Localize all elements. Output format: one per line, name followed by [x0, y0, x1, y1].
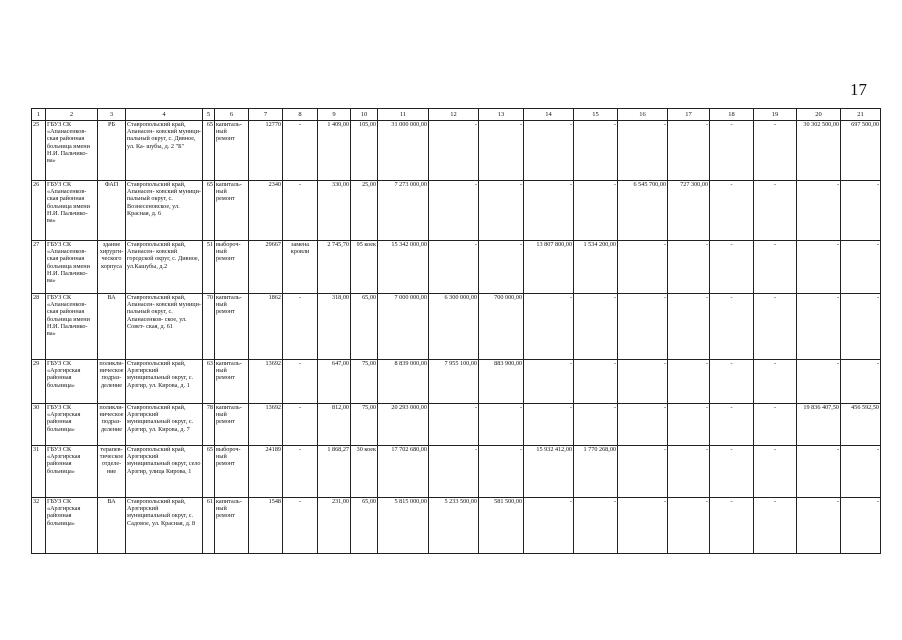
table-cell: ФАП — [98, 181, 126, 241]
table-cell: 30 коек — [351, 446, 378, 498]
table-cell: - — [841, 446, 881, 498]
table-cell: поликли- ническое подраз- деление — [98, 404, 126, 446]
table-cell: ГБУЗ СК «Арзгирская районная больница» — [46, 446, 98, 498]
table-cell: - — [283, 498, 318, 554]
table-cell: капиталь- ный ремонт — [215, 404, 249, 446]
table-cell: - — [797, 294, 841, 360]
table-cell: Ставропольский край, Апанасен- ковский городской округ, с. Дивное, ул.Кашубы, д.2 — [126, 241, 203, 294]
table-cell: 581 500,00 — [479, 498, 524, 554]
table-cell: ГБУЗ СК «Апанасенков- ская районная больница имени Н.И. Пальчико- ва» — [46, 181, 98, 241]
table-cell: 31 000 000,00 — [378, 121, 429, 181]
table-cell: 1 770 268,00 — [574, 446, 618, 498]
table-cell: - — [574, 181, 618, 241]
table-cell: капиталь- ный ремонт — [215, 181, 249, 241]
table-cell: - — [574, 498, 618, 554]
table-cell: 65 — [203, 446, 215, 498]
table-cell: - — [429, 404, 479, 446]
table-cell: - — [429, 181, 479, 241]
table-cell: - — [524, 360, 574, 404]
table-cell: капиталь- ный ремонт — [215, 121, 249, 181]
table-cell: капиталь- ный ремонт — [215, 360, 249, 404]
table-cell: 32 — [32, 498, 46, 554]
table-cell: Ставропольский край, Апанасен- ковский муници- пальный округ, с. Апанасенков- ское, ул. Совет- ская, д. 61 — [126, 294, 203, 360]
table-cell: Ставропольский край, Арзгирский муниципальный округ, с. Арзгир, ул. Кирова, д. 7 — [126, 404, 203, 446]
table-row — [32, 181, 881, 241]
table-row — [32, 446, 881, 498]
table-cell: РБ — [98, 121, 126, 181]
table-cell: 20 293 000,00 — [378, 404, 429, 446]
table-cell: 61 — [203, 498, 215, 554]
column-header: 3 — [98, 109, 126, 121]
table-cell: - — [710, 181, 754, 241]
table-cell: - — [754, 181, 797, 241]
table-cell: - — [479, 446, 524, 498]
table-cell: выбороч- ный ремонт — [215, 241, 249, 294]
table-cell: - — [797, 446, 841, 498]
table-cell: - — [618, 360, 668, 404]
table-cell: 28 — [32, 294, 46, 360]
table-row — [32, 121, 881, 181]
table-row — [32, 360, 881, 404]
column-header: 6 — [215, 109, 249, 121]
table-cell: ГБУЗ СК «Апанасенков- ская районная больница имени Н.И. Пальчико- ва» — [46, 241, 98, 294]
table-cell: 6 300 000,00 — [429, 294, 479, 360]
table-cell: - — [710, 294, 754, 360]
column-header: 12 — [429, 109, 479, 121]
table-cell: - — [754, 446, 797, 498]
table-cell: - — [574, 294, 618, 360]
table-cell: 8 839 000,00 — [378, 360, 429, 404]
table-cell: - — [283, 121, 318, 181]
table-cell: ГБУЗ СК «Арзгирская районная больница» — [46, 498, 98, 554]
table-cell: 7 273 000,00 — [378, 181, 429, 241]
table-cell: 30 — [32, 404, 46, 446]
table-cell: 330,00 — [318, 181, 351, 241]
table-cell: терапев- тическое отделе- ние — [98, 446, 126, 498]
table-cell: - — [283, 404, 318, 446]
column-header: 10 — [351, 109, 378, 121]
table-cell: 17 702 680,00 — [378, 446, 429, 498]
table-cell: - — [710, 121, 754, 181]
table-cell: - — [618, 121, 668, 181]
table-cell: 697 500,00 — [841, 121, 881, 181]
table-cell: - — [524, 121, 574, 181]
table-cell: 13 807 800,00 — [524, 241, 574, 294]
table-cell: - — [574, 121, 618, 181]
table-cell: 12770 — [249, 121, 283, 181]
column-header: 16 — [618, 109, 668, 121]
table-cell: - — [429, 241, 479, 294]
table-cell: 700 000,00 — [479, 294, 524, 360]
table-cell: 24189 — [249, 446, 283, 498]
table-cell: капиталь- ный ремонт — [215, 294, 249, 360]
table-cell: 883 900,00 — [479, 360, 524, 404]
table-cell: Ставропольский край, Арзгирский муниципальный округ, с. Садовое, ул. Красная, д. 8 — [126, 498, 203, 554]
table-cell: 647,00 — [318, 360, 351, 404]
table-cell: 75,00 — [351, 360, 378, 404]
table-cell: - — [524, 181, 574, 241]
table-cell: 75,00 — [351, 404, 378, 446]
table-cell: ГБУЗ СК «Арзгирская районная больница» — [46, 360, 98, 404]
table-cell: 105,00 — [351, 121, 378, 181]
table-cell: - — [797, 181, 841, 241]
column-header: 5 — [203, 109, 215, 121]
column-header: 2 — [46, 109, 98, 121]
table-cell: 26 — [32, 181, 46, 241]
table-cell: - — [841, 498, 881, 554]
table-cell: - — [668, 446, 710, 498]
column-header: 21 — [841, 109, 881, 121]
table-cell: 25 — [32, 121, 46, 181]
table-cell: - — [668, 241, 710, 294]
table-cell: - — [429, 121, 479, 181]
table-cell: 13692 — [249, 404, 283, 446]
table-cell: - — [710, 404, 754, 446]
table-cell: - — [754, 294, 797, 360]
table-cell: 27 — [32, 241, 46, 294]
table-cell: - — [283, 181, 318, 241]
table-cell: 19 836 407,50 — [797, 404, 841, 446]
table-cell: 727 300,00 — [668, 181, 710, 241]
table-cell: 2 745,70 — [318, 241, 351, 294]
table-cell: - — [841, 181, 881, 241]
table-cell: поликли- ническое подраз- деление — [98, 360, 126, 404]
table-row — [32, 294, 881, 360]
table-cell: - — [754, 498, 797, 554]
table-cell: 65 — [203, 121, 215, 181]
column-header: 18 — [710, 109, 754, 121]
table-cell: - — [754, 121, 797, 181]
table-cell: - — [524, 404, 574, 446]
column-header: 14 — [524, 109, 574, 121]
table-cell: здание хирурги- ческого корпуса — [98, 241, 126, 294]
table-cell: ГБУЗ СК «Апанасенков- ская районная больница имени Н.И. Пальчико- ва» — [46, 121, 98, 181]
table-cell: 2340 — [249, 181, 283, 241]
table-row — [32, 404, 881, 446]
table-cell: - — [618, 498, 668, 554]
table-cell: - — [668, 498, 710, 554]
table-cell: - — [841, 294, 881, 360]
data-table — [31, 108, 881, 554]
table-cell: - — [754, 241, 797, 294]
table-cell: ГБУЗ СК «Апанасенков- ская районная больница имени Н.И. Пальчико- ва» — [46, 294, 98, 360]
table-cell: ГБУЗ СК «Арзгирская районная больница» — [46, 404, 98, 446]
table-cell: 812,00 — [318, 404, 351, 446]
table-cell: - — [574, 404, 618, 446]
table-cell: 51 — [203, 241, 215, 294]
table-cell: 5 233 500,00 — [429, 498, 479, 554]
table-cell: - — [283, 294, 318, 360]
table-cell: 1 534 200,00 — [574, 241, 618, 294]
table-cell: 95 коек — [351, 241, 378, 294]
table-cell: 5 815 000,00 — [378, 498, 429, 554]
table-cell: - — [479, 181, 524, 241]
table-cell: 13692 — [249, 360, 283, 404]
table-cell: Ставропольский край, Арзгирский муниципальный округ, с. Арзгир, ул. Кирова, д. 1 — [126, 360, 203, 404]
column-header: 7 — [249, 109, 283, 121]
table-row — [32, 241, 881, 294]
table-cell: 29 — [32, 360, 46, 404]
table-cell: 231,00 — [318, 498, 351, 554]
table-cell: 29667 — [249, 241, 283, 294]
column-header: 19 — [754, 109, 797, 121]
table-cell: - — [479, 241, 524, 294]
table-cell: - — [479, 404, 524, 446]
table-cell: - — [618, 404, 668, 446]
table-cell: 1862 — [249, 294, 283, 360]
table-cell: - — [841, 360, 881, 404]
table-cell: 31 — [32, 446, 46, 498]
table-cell: - — [618, 446, 668, 498]
table-cell: - — [797, 360, 841, 404]
table-cell: - — [710, 360, 754, 404]
table-cell: 65,00 — [351, 294, 378, 360]
table-cell: - — [283, 446, 318, 498]
table-cell: 25,00 — [351, 181, 378, 241]
column-header: 4 — [126, 109, 203, 121]
table-cell: - — [283, 360, 318, 404]
table-cell: 6 545 700,00 — [618, 181, 668, 241]
table-cell: 63 — [203, 360, 215, 404]
table-cell: - — [841, 241, 881, 294]
table-cell: ВА — [98, 498, 126, 554]
table-cell: 1 409,00 — [318, 121, 351, 181]
table-cell: - — [668, 360, 710, 404]
table-cell: 7 000 000,00 — [378, 294, 429, 360]
page-number: 17 — [850, 80, 867, 99]
column-header: 20 — [797, 109, 841, 121]
table-cell: 65,00 — [351, 498, 378, 554]
table-cell: ВА — [98, 294, 126, 360]
table-cell: 78 — [203, 404, 215, 446]
table-cell: - — [710, 498, 754, 554]
table-cell: - — [668, 404, 710, 446]
table-cell: 30 302 500,00 — [797, 121, 841, 181]
table-cell: - — [574, 360, 618, 404]
table-cell: - — [668, 294, 710, 360]
column-header: 11 — [378, 109, 429, 121]
table-cell: - — [797, 241, 841, 294]
table-cell: - — [754, 404, 797, 446]
table-cell: 15 342 000,00 — [378, 241, 429, 294]
table-cell: - — [754, 360, 797, 404]
table-cell: Ставропольский край, Апанасен- ковский муници- пальный округ, с. Вознесеновское, ул. Красная, д. 6 — [126, 181, 203, 241]
column-header: 17 — [668, 109, 710, 121]
table-cell: Ставропольский край, Апанасен- ковский муници- пальный округ, с. Дивное, ул. Ка- шубы, д. 2 "Б" — [126, 121, 203, 181]
table-cell: 318,00 — [318, 294, 351, 360]
table-cell: капиталь- ный ремонт — [215, 498, 249, 554]
table-cell: 1548 — [249, 498, 283, 554]
table-cell: - — [710, 241, 754, 294]
table-cell: 7 955 100,00 — [429, 360, 479, 404]
header-row — [32, 109, 881, 121]
column-header: 8 — [283, 109, 318, 121]
table-cell: 70 — [203, 294, 215, 360]
table-cell: - — [524, 498, 574, 554]
table-cell: - — [429, 446, 479, 498]
column-header: 15 — [574, 109, 618, 121]
table-cell: - — [618, 241, 668, 294]
table-cell: замена кровли — [283, 241, 318, 294]
column-header: 1 — [32, 109, 46, 121]
table-cell: - — [710, 446, 754, 498]
table-cell: выбороч- ный ремонт — [215, 446, 249, 498]
table-body — [32, 121, 881, 554]
table-cell: 456 592,50 — [841, 404, 881, 446]
table-cell: - — [479, 121, 524, 181]
column-header: 13 — [479, 109, 524, 121]
table-cell: - — [668, 121, 710, 181]
table-cell: - — [524, 294, 574, 360]
table-cell: - — [618, 294, 668, 360]
table-cell: Ставропольский край, Арзгирский муниципальный округ, село Арзгир, улица Кирова, 1 — [126, 446, 203, 498]
table-cell: 65 — [203, 181, 215, 241]
table-row — [32, 498, 881, 554]
table-cell: - — [797, 498, 841, 554]
table-cell: 1 868,27 — [318, 446, 351, 498]
column-header: 9 — [318, 109, 351, 121]
table-cell: 15 932 412,00 — [524, 446, 574, 498]
